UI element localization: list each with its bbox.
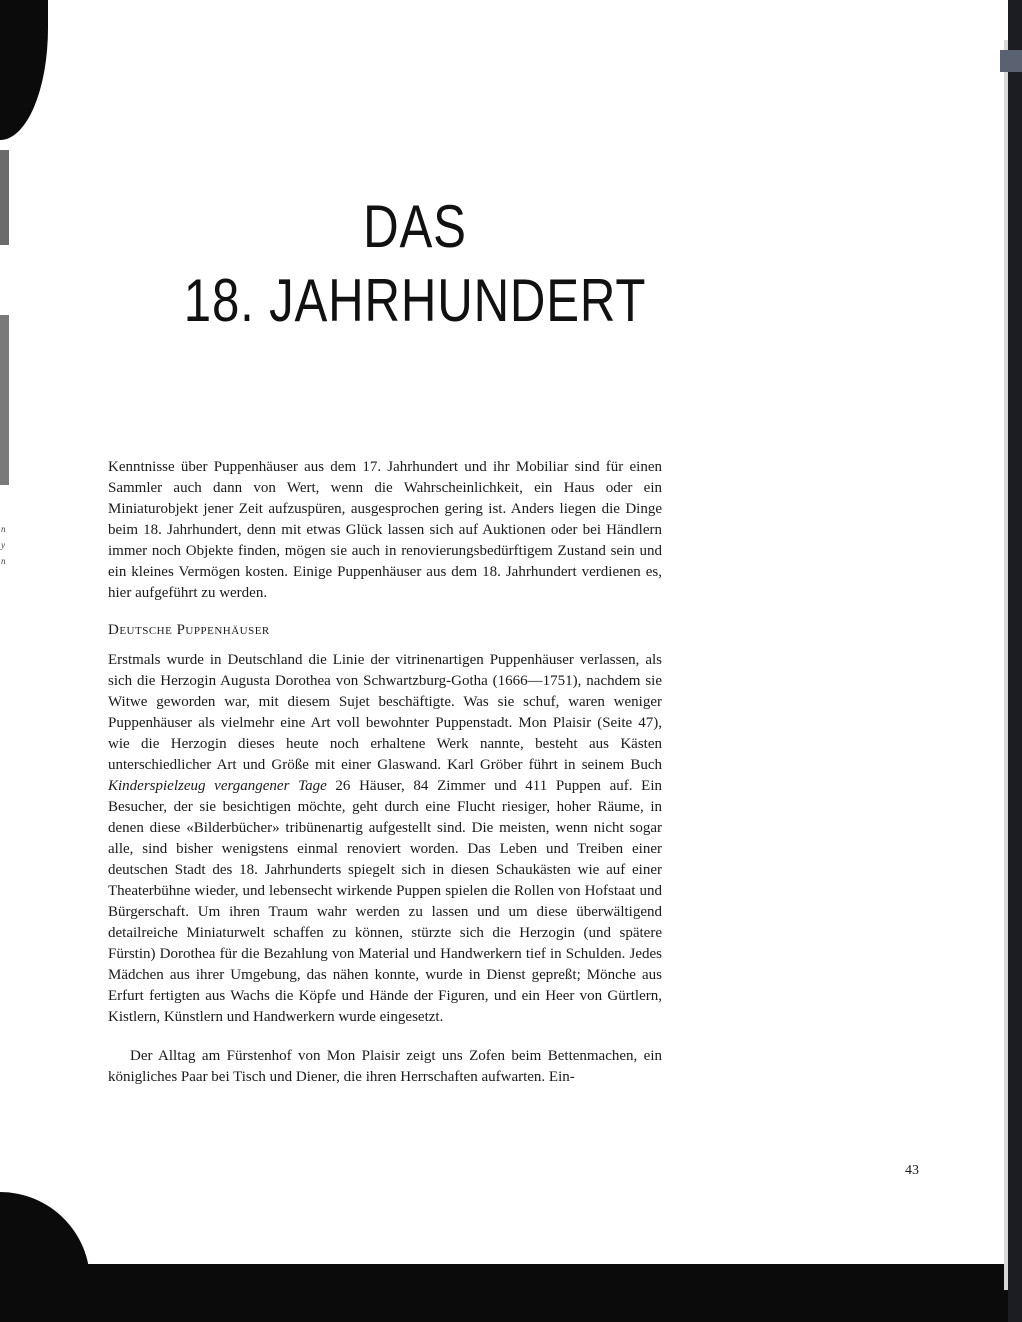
section-heading: Deutsche Puppenhäuser bbox=[108, 622, 270, 638]
paragraph-text: 26 Häuser, 84 Zimmer und 411 Puppen auf. Ein Besucher, der sie besichtigen möchte, geht durch eine Flucht riesiger, hoher Räume, in denen diese «Bilderbücher» tribünenartig aufgestellt sind. Die meisten, wenn nicht sogar alle, sind bisher wenigstens einmal renoviert worden. Das Leben und Treiben einer deutschen Stadt des 18. Jahrhunderts spiegelt sich in diesen Schaukästen wie auf einer Theaterbühne wieder, und lebensecht wirkende Puppen spielen die Rollen von Hofstaat und Bürgerschaft. Um ihren Traum wahr werden zu lassen und um diese überwältigend detailreiche Miniaturwelt schaffen zu können, stürzte sich die Herzogin (und spätere Fürstin) Dorothea für die Bezahlung von Material und Handwerkern tief in Schulden. Jedes Mädchen aus ihrer Umgebung, das nähen konnte, wurde in Dienst gepreßt; Mönche aus Erfurt fertigten aus Wachs die Köpfe und Hände der Figuren, und ein Heer von Gürtlern, Kistlern, Künstlern und Handwerkern wurde eingesetzt. bbox=[108, 778, 662, 1025]
chapter-title-line-2: 18. JAHRHUNDERT bbox=[183, 267, 647, 334]
previous-page-text-fragment: n bbox=[1, 524, 6, 534]
previous-page-text-fragment: y bbox=[1, 540, 5, 550]
book-cover-edge bbox=[1008, 0, 1022, 1322]
previous-page-image-strip bbox=[0, 315, 9, 485]
chapter-title-line-1: DAS bbox=[363, 193, 467, 260]
previous-page-image-strip bbox=[0, 150, 9, 245]
page-number: 43 bbox=[905, 1163, 919, 1178]
background-shadow-bottom bbox=[0, 1264, 1022, 1322]
body-paragraph-1 bbox=[108, 650, 662, 1028]
intro-paragraph: Kenntnisse über Puppenhäuser aus dem 17. Jahrhundert und ihr Mobiliar sind für einen Sammler auch dann von Wert, wenn die Wahrscheinlichkeit, ein Haus oder ein Miniaturobjekt jener Zeit aufzuspüren, ausgesprochen gering ist. Anders liegen die Dinge beim 18. Jahrhundert, denn mit etwas Glück lassen sich auf Auktionen oder bei Händlern immer noch Objekte finden, mögen sie auch in renovierungsbedürftigem Zustand sein und ein kleines Vermögen kosten. Einige Puppenhäuser aus dem 18. Jahrhundert verdienen es, hier aufgeführt zu werden. bbox=[108, 459, 662, 601]
book-title-italic: Kinderspielzeug vergangener Tage bbox=[108, 778, 327, 794]
chapter-title bbox=[181, 190, 648, 338]
cover-corner bbox=[1000, 50, 1022, 72]
previous-page-text-fragment: n bbox=[1, 556, 6, 566]
body-paragraph-2: Der Alltag am Fürstenhof von Mon Plaisir zeigt uns Zofen beim Bettenmachen, ein königliches Paar bei Tisch und Diener, die ihren Herrschaften aufwarten. Ein- bbox=[108, 1048, 662, 1085]
paragraph-text: Erstmals wurde in Deutschland die Linie der vitrinenartigen Puppenhäuser verlassen, als sich die Herzogin Augusta Dorothea von Schwartzburg-Gotha (1666—1751), nachdem sie Witwe geworden war, mit diesem Sujet beschäftigte. Was sie schuf, waren weniger Puppenhäuser als vielmehr eine Art voll bewohnter Puppenstadt. Mon Plaisir (Seite 47), wie die Herzogin dieses heute noch erhaltene Werk nannte, besteht aus Kästen unterschiedlicher Art und Größe mit einer Glaswand. Karl Gröber führt in seinem Buch bbox=[108, 652, 662, 773]
